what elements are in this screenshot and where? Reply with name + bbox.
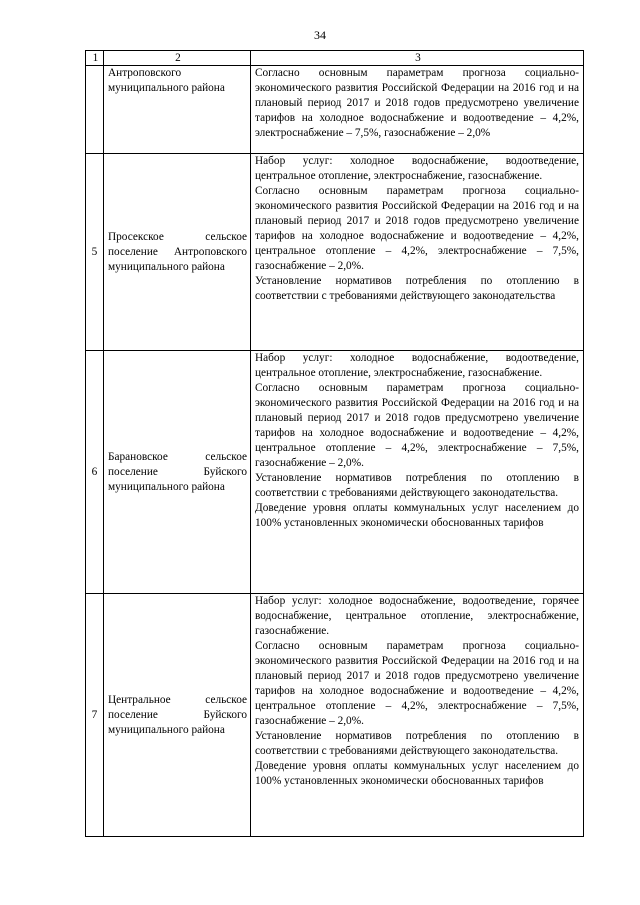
settlement-name: Антроповского муниципального района	[104, 66, 251, 154]
row-description	[251, 351, 584, 594]
table-header-row	[86, 51, 584, 66]
header-col-3: 3	[251, 51, 584, 66]
tariff-table	[85, 50, 584, 837]
row-description	[251, 66, 584, 154]
description-paragraph: Доведение уровня оплаты коммунальных услуг населением до 100% установленных экономически обоснованных тарифов	[255, 502, 579, 529]
table-row	[86, 66, 584, 154]
row-description	[251, 154, 584, 351]
description-paragraph: Установление нормативов потребления по отоплению в соответствии с требованиями действующего законодательства.	[255, 730, 579, 757]
description-paragraph: Доведение уровня оплаты коммунальных услуг населением до 100% установленных экономически обоснованных тарифов	[255, 760, 579, 787]
row-number: 5	[86, 154, 104, 351]
table-row	[86, 594, 584, 837]
description-paragraph: Согласно основным параметрам прогноза социально-экономического развития Российской Федерации на 2016 год и на плановый период 2017 и 2018 годов предусмотрено увеличение тарифов на холодное водоснабжение и водоотведение – 4,2%, электроснабжение – 7,5%, газоснабжение – 2,0%	[255, 67, 579, 139]
settlement-name: Барановское сельское поселение Буйского муниципального района	[104, 351, 251, 594]
description-paragraph: Набор услуг: холодное водоснабжение, водоотведение, центральное отопление, электроснабжение, газоснабжение.	[255, 352, 579, 379]
description-paragraph: Установление нормативов потребления по отоплению в соответствии с требованиями действующего законодательства.	[255, 472, 579, 499]
row-number: 7	[86, 594, 104, 837]
header-col-1: 1	[86, 51, 104, 66]
description-paragraph: Установление нормативов потребления по отоплению в соответствии с требованиями действующего законодательства	[255, 275, 579, 302]
table-row	[86, 154, 584, 351]
page-number: 34	[314, 28, 326, 42]
description-paragraph: Набор услуг: холодное водоснабжение, водоотведение, горячее водоснабжение, центральное отопление, электроснабжение, газоснабжение.	[255, 595, 579, 637]
settlement-name: Просекское сельское поселение Антроповского муниципального района	[104, 154, 251, 351]
row-description	[251, 594, 584, 837]
header-col-2: 2	[104, 51, 251, 66]
description-paragraph: Набор услуг: холодное водоснабжение, водоотведение, центральное отопление, электроснабжение, газоснабжение.	[255, 155, 579, 182]
description-paragraph: Согласно основным параметрам прогноза социально-экономического развития Российской Федерации на 2016 год и на плановый период 2017 и 2018 годов предусмотрено увеличение тарифов на холодное водоснабжение и водоотведение – 4,2%, центральное отопление – 4,2%, электроснабжение – 7,5%, газоснабжение – 2,0%.	[255, 185, 579, 272]
table-row	[86, 351, 584, 594]
description-paragraph: Согласно основным параметрам прогноза социально-экономического развития Российской Федерации на 2016 год и на плановый период 2017 и 2018 годов предусмотрено увеличение тарифов на холодное водоснабжение и водоотведение – 4,2%, центральное отопление – 4,2%, электроснабжение – 7,5%, газоснабжение – 2,0%.	[255, 382, 579, 469]
row-number	[86, 66, 104, 154]
description-paragraph: Согласно основным параметрам прогноза социально-экономического развития Российской Федерации на 2016 год и на плановый период 2017 и 2018 годов предусмотрено увеличение тарифов на холодное водоснабжение и водоотведение – 4,2%, центральное отопление – 4,2%, электроснабжение – 7,5%, газоснабжение – 2,0%.	[255, 640, 579, 727]
settlement-name: Центральное сельское поселение Буйского муниципального района	[104, 594, 251, 837]
row-number: 6	[86, 351, 104, 594]
